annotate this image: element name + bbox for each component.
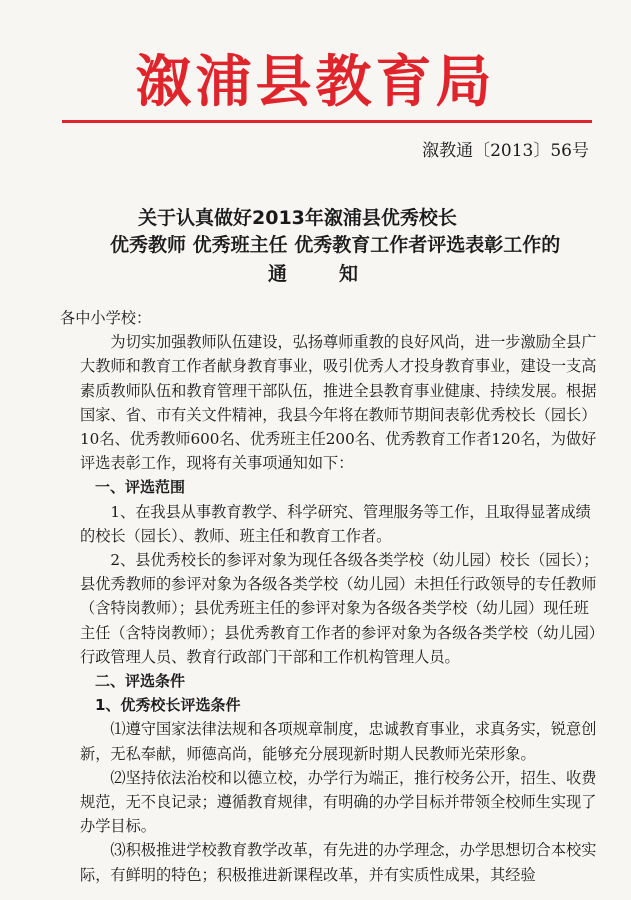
- section-2-heading: 二、评选条件: [95, 672, 186, 691]
- title-line-3-b: 知: [339, 263, 359, 285]
- title-line-2: 优秀教师 优秀班主任 优秀教育工作者评选表彰工作的: [110, 234, 561, 256]
- section-1-paragraph-2: 2、县优秀校长的参评对象为现任各级各类学校（幼儿园）校长（园长）；县优秀教师的参评对象为各级各类学校（幼儿园）未担任行政领导的专任教师（含特岗教师）；县优秀班主任的参评对象为各级各类学校（幼儿园）现任班主任（含特岗教师）；县优秀教育工作者的参评对象为各级各类学校（幼儿园）行政管理人员、教育行政部门干部和工作机构管理人员。: [80, 551, 599, 666]
- title-line-3-a: 通: [268, 263, 288, 285]
- title-line-1: 关于认真做好2013年溆浦县优秀校长: [138, 207, 457, 229]
- condition-3: ⑶积极推进学校教育教学改革，有先进的办学理念，办学思想切合本校实际，有鲜明的特色；积极推进新课程改革，并有实质性成果，其经验: [80, 841, 597, 884]
- condition-2: ⑵坚持依法治校和以德立校，办学行为端正，推行校务公开，招生、收费规范，无不良记录；遵循教育规律，有明确的办学目标并带领全校师生实现了办学目标。: [80, 768, 597, 836]
- intro-paragraph: 为切实加强教师队伍建设，弘扬尊师重教的良好风尚，进一步激励全县广大教师和教育工作者献身教育事业，吸引优秀人才投身教育事业，建设一支高素质教师队伍和教育管理干部队伍，推进全县教育事业健康、持续发展。根据国家、省、市有关文件精神，我县今年将在教师节期间表彰优秀校长（园长）10名、优秀教师600名、优秀班主任200名、优秀教育工作者120名，为做好评选表彰工作，现将有关事项通知如下：: [80, 333, 597, 473]
- red-header-rule: [62, 120, 592, 123]
- section-2-subheading-1: 1、优秀校长评选条件: [95, 696, 241, 715]
- salutation: 各中小学校：: [60, 309, 152, 327]
- condition-1: ⑴遵守国家法律法规和各项规章制度，忠诚教育事业，求真务实，锐意创新，无私奉献，师德高尚，能够充分展现新时期人民教师光荣形象。: [80, 720, 597, 763]
- section-1-paragraph-1: 1、在我县从事教育教学、科学研究、管理服务等工作，且取得显著成绩的校长（园长）、教师、班主任和教育工作者。: [80, 502, 591, 545]
- document-body: [60, 306, 600, 887]
- org-masthead: 溆浦县教育局: [135, 49, 496, 115]
- title-line-3: [268, 261, 468, 287]
- section-1-heading: 一、评选范围: [95, 478, 186, 497]
- document-number: 溆教通〔2013〕56号: [422, 141, 589, 161]
